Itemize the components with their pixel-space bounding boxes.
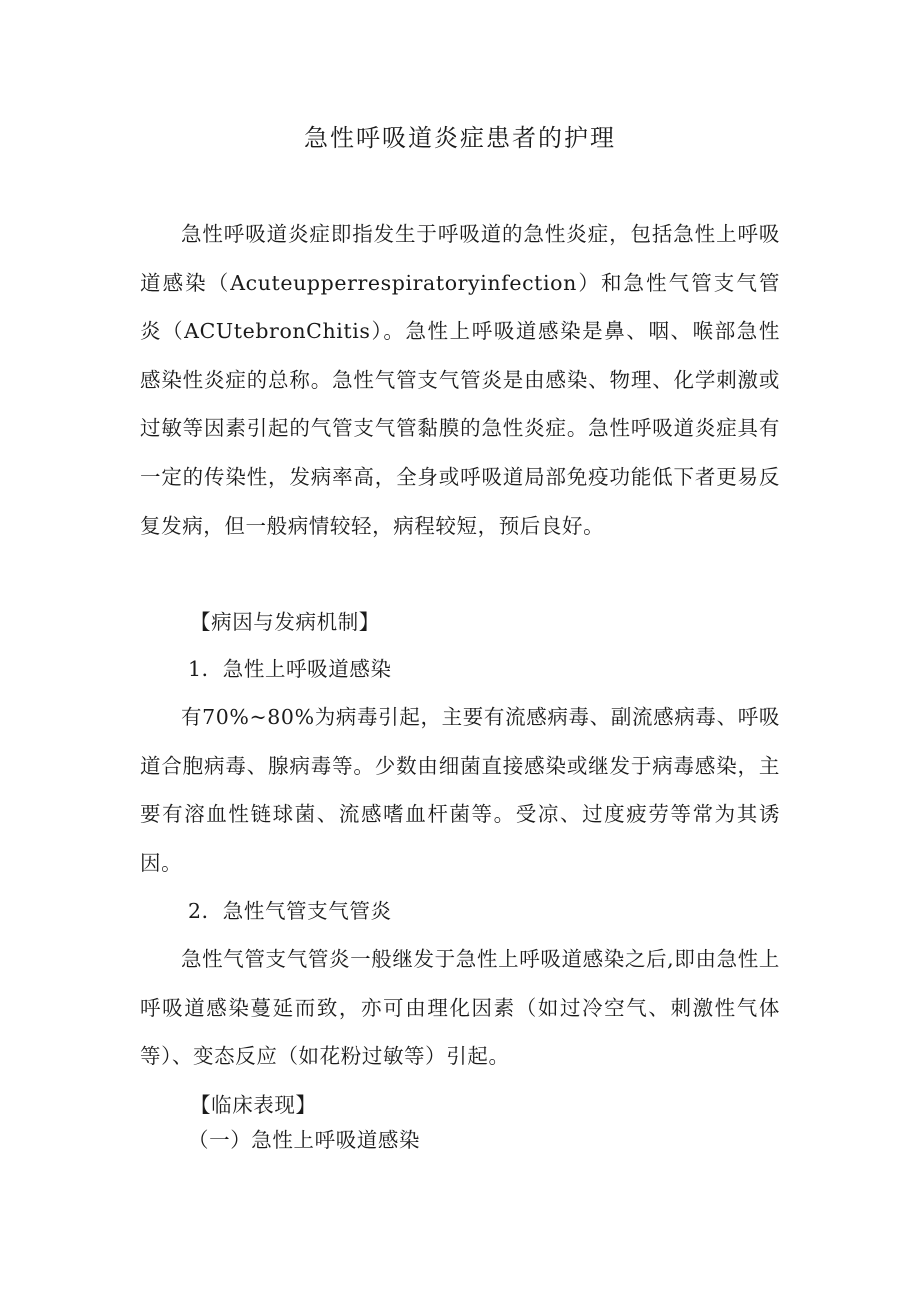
section-heading-clinical: 【临床表现】: [190, 1093, 317, 1117]
item-1-paragraph: 有70%~80%为病毒引起，主要有流感病毒、副流感病毒、呼吸道合胞病毒、腺病毒等。少数由细菌直接感染或继发于病毒感染，主要有溶血性链球菌、流感嗜血杆菌等。受凉、过度疲劳等常为其诱因。: [140, 705, 780, 875]
section-heading-etiology: 【病因与发病机制】: [190, 610, 380, 634]
subsection-heading-acute-uri: （一）急性上呼吸道感染: [188, 1128, 421, 1152]
item-1-heading: 1．急性上呼吸道感染: [188, 657, 392, 681]
item-2-heading: 2．急性气管支气管炎: [188, 899, 392, 923]
intro-paragraph: 急性呼吸道炎症即指发生于呼吸道的急性炎症，包括急性上呼吸道感染（Acuteupperrespiratoryinfection）和急性气管支气管炎（ACUtebronChitis）。急性上呼吸道感染是鼻、咽、喉部急性感染性炎症的总称。急性气管支气管炎是由感染、物理、化学刺激或过敏等因素引起的气管支气管黏膜的急性炎症。急性呼吸道炎症具有一定的传染性，发病率高，全身或呼吸道局部免疫功能低下者更易反复发病，但一般病情较轻，病程较短，预后良好。: [140, 222, 780, 538]
document-title: 急性呼吸道炎症患者的护理: [304, 124, 616, 152]
item-2-paragraph: 急性气管支气管炎一般继发于急性上呼吸道感染之后,即由急性上呼吸道感染蔓延而致，亦可由理化因素（如过冷空气、刺激性气体等）、变态反应（如花粉过敏等）引起。: [140, 947, 780, 1069]
